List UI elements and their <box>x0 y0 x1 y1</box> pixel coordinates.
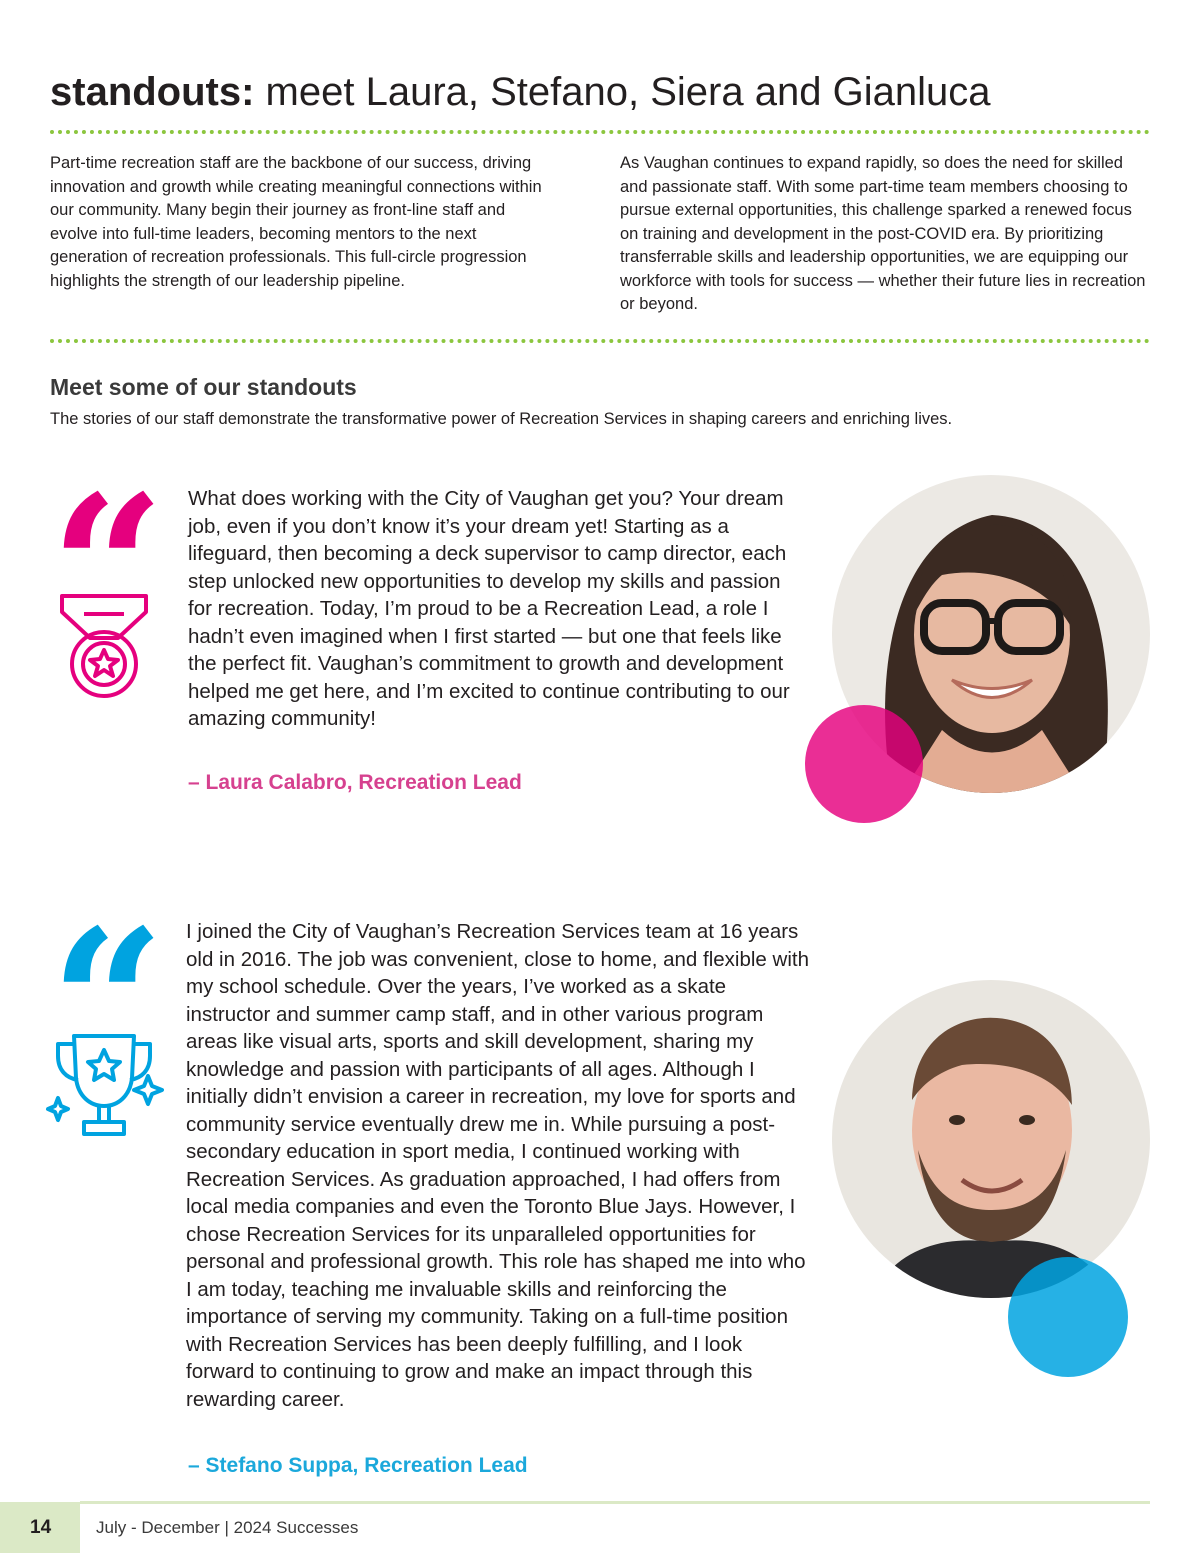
footer-text: July - December | 2024 Successes <box>96 1518 359 1537</box>
page-number: 14 <box>30 1517 52 1538</box>
page-title <box>50 68 990 116</box>
medal-icon <box>54 592 154 700</box>
trophy-icon <box>44 1030 164 1145</box>
testimonial-quote-laura: What does working with the City of Vaughan get you? Your dream job, even if you don’t know it’s your dream yet! Starting as a lifeguard, then becoming a deck supervisor to camp director, each step unlocked new opportunities to develop my skills and passion for recreation. Today, I’m proud to be a Recreation Lead, a role I hadn’t even imagined when I first started — but one that feels like the perfect fit. Vaughan’s commitment to growth and development helped me get here, and I’m excited to continue contributing to our amazing community! <box>188 487 790 730</box>
testimonial-attribution-laura: – Laura Calabro, Recreation Lead <box>188 771 522 794</box>
page-title-rest: meet Laura, Stefano, Siera and Gianluca <box>254 70 991 114</box>
dotted-divider-top <box>50 130 1150 134</box>
testimonial-attribution-stefano: – Stefano Suppa, Recreation Lead <box>188 1454 528 1477</box>
intro-right-paragraph: As Vaughan continues to expand rapidly, so does the need for skilled and passionate staff. With some part-time team members choosing to pursue external opportunities, this challenge sparked a renewed focus on training and development in the post-COVID era. By prioritizing transferrable skills and leadership opportunities, we are equipping our workforce with tools for success — whether their future lies in recreation or beyond. <box>620 154 1146 313</box>
accent-circle-pink <box>805 705 923 823</box>
page-title-bold: standouts: <box>50 70 255 114</box>
testimonial-quote-stefano: I joined the City of Vaughan’s Recreation Services team at 16 years old in 2016. The job was convenient, close to home, and flexible with my school schedule. Over the years, I’ve worked as a skate instructor and summer camp staff, and in other various program areas like visual arts, sports and skill development, sharing my knowledge and passion with participants of all ages. Although I initially didn’t envision a career in recreation, my love for sports and community service eventually drew me in. While pursuing a post-secondary education in sport media, I continued working with Recreation Services. As graduation approached, I had offers from local media companies and even the Toronto Blue Jays. However, I chose Recreation Services for its unparalleled opportunities for personal and professional growth. This role has shaped me into who I am today, teaching me invaluable skills and reinforcing the importance of serving my community. Taking on a full-time position with Recreation Services has been deeply fulfilling, and I look forward to continuing to grow and make an impact through this rewarding career. <box>186 920 809 1411</box>
intro-left-paragraph: Part-time recreation staff are the backbone of our success, driving innovation and growth while creating meaningful connections within our community. Many begin their journey as front-line staff and evolve into full-time leaders, becoming mentors to the next generation of recreation professionals. This full-circle progression highlights the strength of our leadership pipeline. <box>50 154 542 290</box>
quote-mark-icon: “ <box>50 452 166 687</box>
quote-mark-icon: “ <box>50 886 166 1121</box>
accent-circle-blue <box>1008 1257 1128 1377</box>
section-subtext: The stories of our staff demonstrate the transformative power of Recreation Services in shaping careers and enriching lives. <box>50 410 953 428</box>
avatar-stefano <box>832 980 1150 1298</box>
portrait-stefano-image <box>832 980 1150 1298</box>
section-heading: Meet some of our standouts <box>50 374 357 400</box>
dotted-divider-bottom <box>50 339 1150 343</box>
footer-rule <box>80 1501 1150 1504</box>
